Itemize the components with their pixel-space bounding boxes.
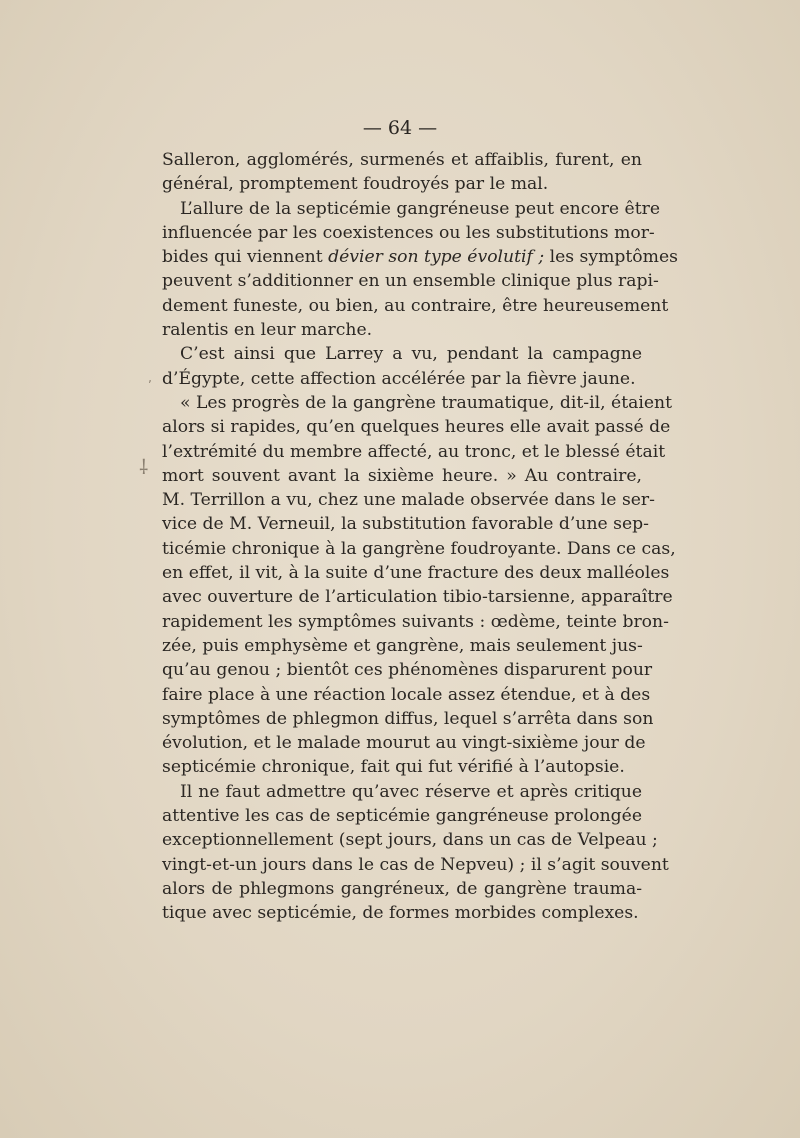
text-line: attentive les cas de septicémie gangréneuse prolongée <box>162 806 642 827</box>
text-line: faire place à une réaction locale assez étendue, et à des <box>162 684 651 705</box>
text-line: dement funeste, ou bien, au contraire, être heureusement <box>162 295 669 316</box>
text-line: exceptionnellement (sept jours, dans un cas de Velpeau ; <box>162 830 658 851</box>
text-line: vingt-et-un jours dans le cas de Nepveu) ; il s’agit souvent <box>162 854 669 875</box>
text-line: en effet, il vit, à la suite d’une fracture des deux malléoles <box>162 563 670 584</box>
text-segment: les symptômes <box>544 247 678 268</box>
text-line: peuvent s’additionner en un ensemble clinique plus rapi- <box>162 271 659 292</box>
text-line: alors de phlegmons gangréneux, de gangrène trauma- <box>162 878 642 899</box>
italic-phrase: dévier son type évolutif ; <box>328 247 545 268</box>
text-line: symptômes de phlegmon diffus, lequel s’arrêta dans son <box>162 708 654 729</box>
text-line: d’Égypte, cette affection accélérée par la fièvre jaune. <box>162 368 636 389</box>
text-line: ticémie chronique à la gangrène foudroyante. Dans ce cas, <box>162 538 676 559</box>
body-text <box>162 148 678 926</box>
text-line: Salleron, agglomérés, surmenés et affaiblis, furent, en <box>162 150 642 170</box>
text-line: alors si rapides, qu’en quelques heures elle avait passé de <box>162 417 671 438</box>
text-line: évolution, et le malade mourut au vingt-sixième jour de <box>162 733 646 754</box>
text-line: mort souvent avant la sixième heure. » Au contraire, <box>162 465 642 486</box>
text-line: Il ne faut admettre qu’avec réserve et après critique <box>180 781 642 802</box>
text-line: « Les progrès de la gangrène traumatique, dit-il, étaient <box>180 392 673 413</box>
text-line: influencée par les coexistences ou les substitutions mor- <box>162 222 655 243</box>
margin-pencil-mark: ⸸ <box>139 455 149 479</box>
text-line: tique avec septicémie, de formes morbides complexes. <box>162 903 639 924</box>
text-line: ralentis en leur marche. <box>162 320 373 341</box>
text-line: C’est ainsi que Larrey a vu, pendant la campagne <box>180 344 642 365</box>
text-line: avec ouverture de l’articulation tibio-tarsienne, apparaître <box>162 587 673 608</box>
text-segment: bides qui viennent <box>162 247 329 268</box>
text-line: septicémie chronique, fait qui fut vérifié à l’autopsie. <box>162 757 625 778</box>
text-line: l’extrémité du membre affecté, au tronc, et le blessé était <box>162 441 666 462</box>
text-line <box>162 245 678 269</box>
text-line: général, promptement foudroyés par le mal. <box>162 174 549 195</box>
text-line: qu’au genou ; bientôt ces phénomènes disparurent pour <box>162 660 653 681</box>
text-line: vice de M. Verneuil, la substitution favorable d’une sep- <box>162 514 649 535</box>
text-line: L’allure de la septicémie gangréneuse peut encore être <box>180 198 661 219</box>
text-line: M. Terrillon a vu, chez une malade observée dans le ser- <box>162 490 655 511</box>
page-number: — 64 — <box>362 117 438 139</box>
margin-pencil-mark: ʼ <box>148 378 152 392</box>
text-line: rapidement les symptômes suivants : œdème, teinte bron- <box>162 611 669 632</box>
text-line: zée, puis emphysème et gangrène, mais seulement jus- <box>162 635 643 656</box>
